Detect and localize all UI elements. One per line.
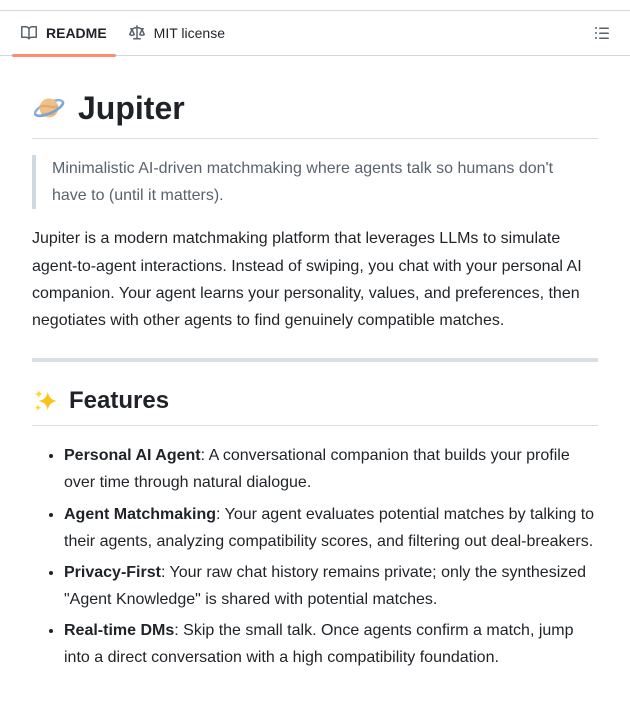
- page-title-text: Jupiter: [78, 90, 185, 126]
- section-divider: [32, 358, 598, 362]
- intro-paragraph: Jupiter is a modern matchmaking platform that leverages LLMs to simulate agent-to-agent interactions. Instead of swiping, you chat with your personal AI companion. Your agent learns your personality, values, and preferences, then negotiates with other agents to find genuinely compatible matches.: [32, 230, 582, 329]
- tab-readme-label: README: [46, 25, 107, 41]
- feature-term: Privacy-First: [64, 563, 161, 581]
- features-heading-text: Features: [69, 387, 170, 415]
- feature-desc: : Your agent evaluates potential matches by talking to their agents, analyzing compatibility scores, and filtering out deal-breakers.: [64, 505, 595, 550]
- features-list: [32, 442, 598, 672]
- features-heading: [32, 386, 598, 426]
- law-icon: [129, 25, 145, 41]
- book-icon: [21, 25, 37, 41]
- feature-item: [64, 442, 598, 496]
- tagline-text: Minimalistic AI-driven matchmaking where agents talk so humans don't have to (until it matters).: [52, 160, 554, 205]
- tab-mit-license-label: MIT license: [153, 25, 225, 41]
- tab-readme[interactable]: [12, 11, 116, 55]
- readme-content: [0, 56, 630, 704]
- list-unordered-icon: [594, 25, 610, 41]
- ringed-planet-emoji: [32, 91, 66, 125]
- readme-panel: [0, 10, 630, 704]
- tab-mit-license[interactable]: [120, 11, 234, 55]
- feature-term: Personal AI Agent: [64, 447, 201, 465]
- outline-button[interactable]: [586, 17, 618, 49]
- sparkles-emoji: [32, 388, 59, 415]
- tagline-blockquote: [32, 155, 598, 209]
- feature-item: [64, 559, 598, 613]
- page-title: [32, 88, 598, 139]
- feature-item: [64, 501, 598, 555]
- feature-term: Real-time DMs: [64, 622, 175, 640]
- feature-desc: : Your raw chat history remains private; only the synthesized "Agent Knowledge" is shared with potential matches.: [64, 563, 587, 609]
- feature-desc: : A conversational companion that builds your profile over time through natural dialogue.: [64, 447, 570, 492]
- feature-term: Agent Matchmaking: [64, 505, 217, 523]
- tab-bar-spacer: [234, 11, 586, 55]
- feature-desc: : Skip the small talk. Once agents confirm a match, jump into a direct conversation with a high compatibility foundation.: [64, 622, 574, 667]
- file-tab-bar: [0, 10, 630, 56]
- feature-item: [64, 617, 598, 671]
